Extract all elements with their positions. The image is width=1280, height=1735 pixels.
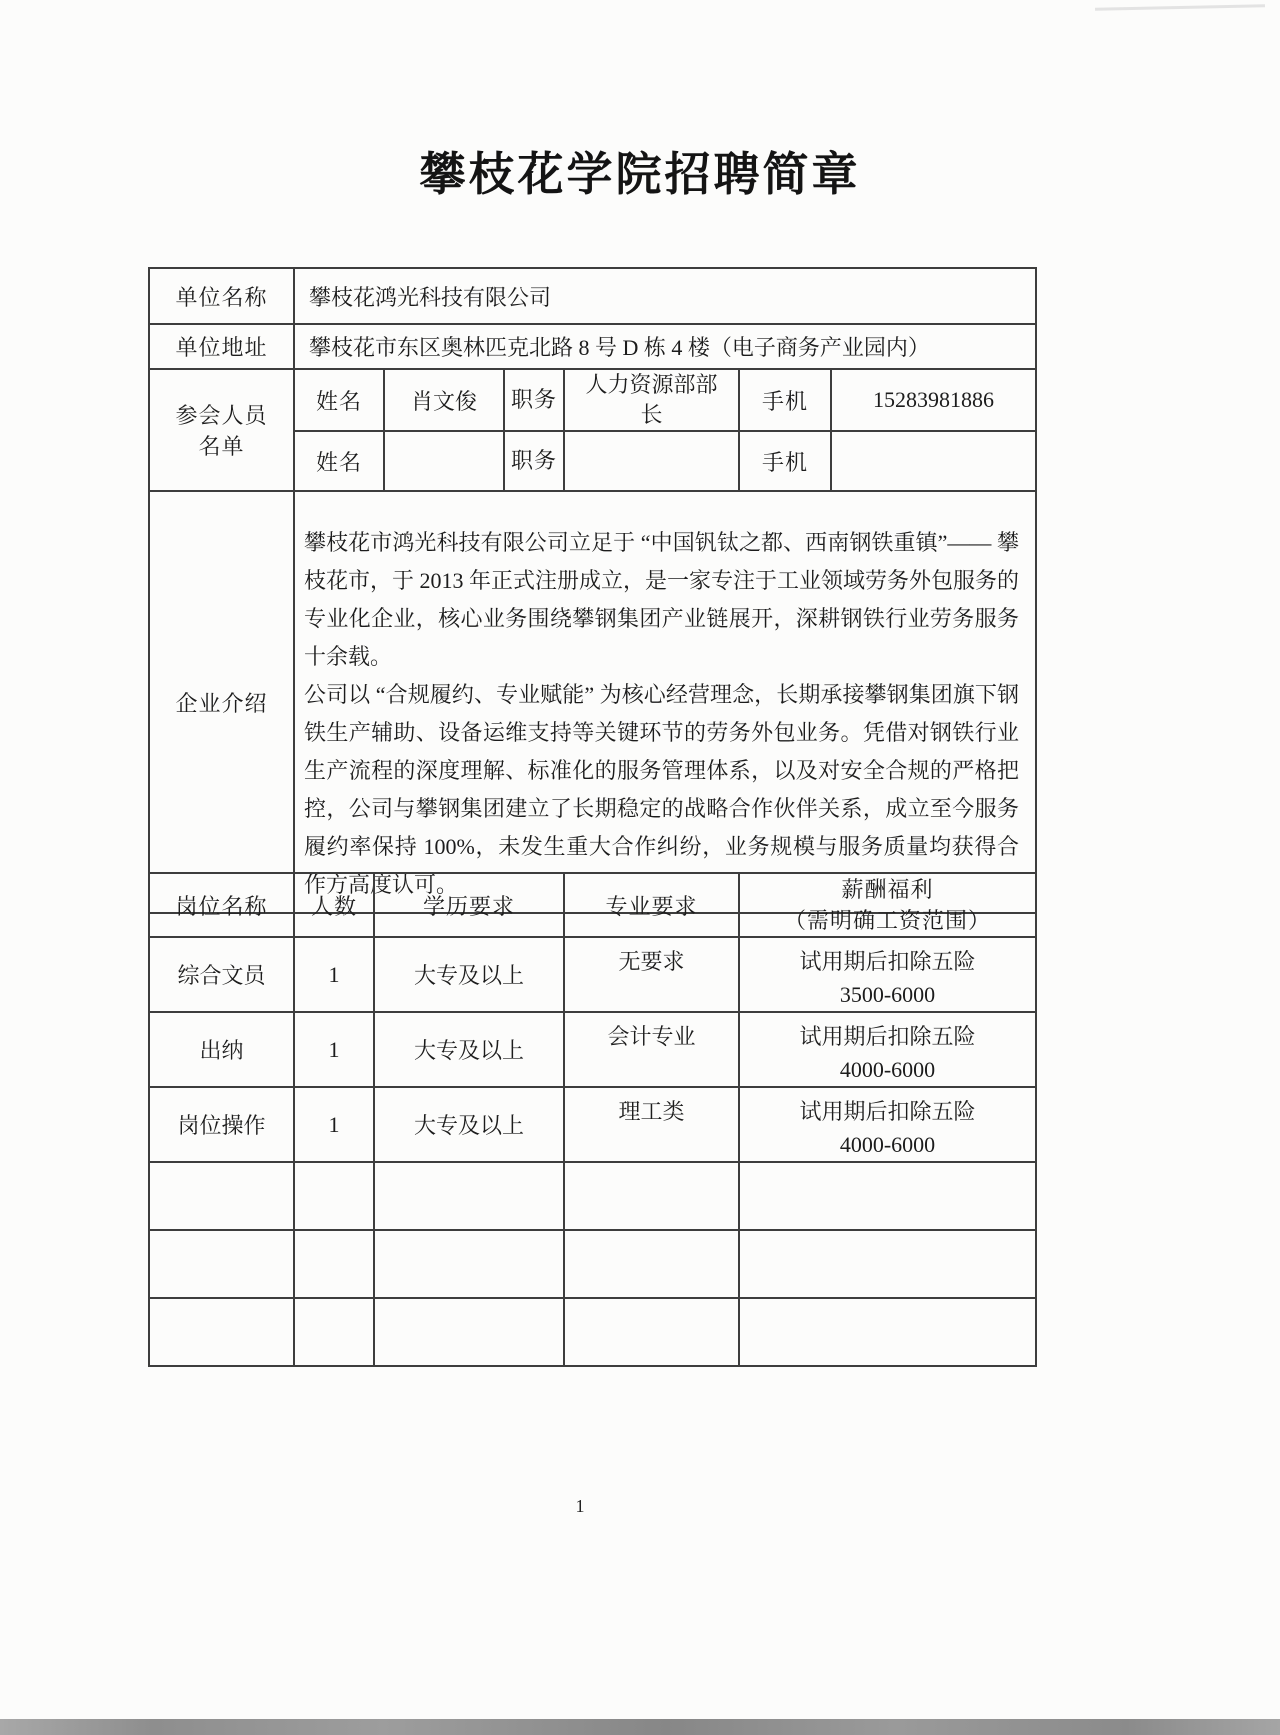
company-intro-label: 企业介绍 — [149, 491, 294, 913]
job-count — [294, 1230, 374, 1298]
page-number: 1 — [575, 1496, 585, 1516]
job-salary-line1: 试用期后扣除五险 — [799, 1099, 976, 1124]
job-count — [294, 1298, 374, 1366]
company-intro-paragraph-1: 攀枝花市鸿光科技有限公司立足于 “中国钒钛之都、西南钢铁重镇”—— 攀枝花市，于 2013 年正式注册成立，是一家专注于工业领域劳务外包服务的专业化企业，核心业务围绕攀钢集团产业链展开，深耕钢铁行业劳务服务十余载。 — [304, 530, 1020, 669]
job-education — [374, 1230, 564, 1298]
job-salary — [739, 937, 1036, 1012]
table-row — [149, 1012, 1036, 1087]
job-salary-line2: 3500-6000 — [839, 982, 936, 1007]
table-row — [149, 268, 1036, 324]
job-count: 1 — [294, 1087, 374, 1162]
phone-label: 手机 — [739, 369, 831, 431]
participant-duty-text: 人力资源部部长 — [585, 372, 718, 427]
job-count: 1 — [294, 1012, 374, 1087]
unit-address-label: 单位地址 — [149, 324, 294, 369]
scan-edge — [0, 1719, 1280, 1735]
job-education — [374, 1298, 564, 1366]
job-major: 理工类 — [564, 1087, 739, 1162]
job-major — [564, 1162, 739, 1230]
header-count: 人数 — [294, 873, 374, 937]
header-position: 岗位名称 — [149, 873, 294, 937]
jobs-table — [148, 872, 1037, 1367]
duty-label: 职务 — [504, 431, 564, 491]
table-row — [149, 1087, 1036, 1162]
job-position: 出纳 — [149, 1012, 294, 1087]
name-label: 姓名 — [294, 369, 384, 431]
table-row-empty — [149, 1230, 1036, 1298]
job-major: 会计专业 — [564, 1012, 739, 1087]
participants-label-line2: 名单 — [198, 434, 245, 459]
job-salary-line1: 试用期后扣除五险 — [799, 949, 976, 974]
job-position: 综合文员 — [149, 937, 294, 1012]
header-salary — [739, 873, 1036, 937]
job-education — [374, 1162, 564, 1230]
company-intro-text — [294, 491, 1036, 913]
job-count — [294, 1162, 374, 1230]
name-label: 姓名 — [294, 431, 384, 491]
duty-label: 职务 — [504, 369, 564, 431]
header-major: 专业要求 — [564, 873, 739, 937]
page-title: 攀枝花学院招聘简章 — [419, 149, 861, 200]
job-position: 岗位操作 — [149, 1087, 294, 1162]
job-education: 大专及以上 — [374, 937, 564, 1012]
job-position — [149, 1298, 294, 1366]
participant-phone-value — [831, 431, 1036, 491]
participant-duty-value — [564, 431, 739, 491]
job-major: 无要求 — [564, 937, 739, 1012]
job-salary — [739, 1230, 1036, 1298]
job-salary-line1: 试用期后扣除五险 — [799, 1024, 976, 1049]
job-salary — [739, 1162, 1036, 1230]
header-salary-line2: （需明确工资范围） — [783, 908, 991, 933]
table-row — [149, 324, 1036, 369]
job-salary-line2: 4000-6000 — [839, 1132, 936, 1157]
job-education: 大专及以上 — [374, 1012, 564, 1087]
job-position — [149, 1162, 294, 1230]
job-salary — [739, 1012, 1036, 1087]
participant-duty-value — [564, 369, 739, 431]
header-education: 学历要求 — [374, 873, 564, 937]
job-salary — [739, 1087, 1036, 1162]
participant-phone-value: 15283981886 — [831, 369, 1036, 431]
table-row-empty — [149, 1162, 1036, 1230]
table-row — [149, 491, 1036, 913]
job-education: 大专及以上 — [374, 1087, 564, 1162]
company-intro-paragraph-2: 公司以 “合规履约、专业赋能” 为核心经营理念，长期承接攀钢集团旗下钢铁生产辅助、设备运维支持等关键环节的劳务外包业务。凭借对钢铁行业生产流程的深度理解、标准化的服务管理体系，以及对安全合规的严格把控，公司与攀钢集团建立了长期稳定的战略合作伙伴关系，成立至今服务履约率保持 100%，未发生重大合作纠纷，业务规模与服务质量均获得合作方高度认可。 — [304, 682, 1020, 897]
participants-label-line1: 参会人员 — [175, 403, 268, 428]
job-major — [564, 1230, 739, 1298]
table-row-empty — [149, 1298, 1036, 1366]
participants-label — [149, 369, 294, 491]
unit-address-value: 攀枝花市东区奥林匹克北路 8 号 D 栋 4 楼（电子商务产业园内） — [294, 324, 1036, 369]
job-major — [564, 1298, 739, 1366]
unit-name-value: 攀枝花鸿光科技有限公司 — [294, 268, 1036, 324]
unit-name-label: 单位名称 — [149, 268, 294, 324]
job-salary — [739, 1298, 1036, 1366]
scan-artifact — [1095, 4, 1265, 11]
table-row — [149, 369, 1036, 431]
job-position — [149, 1230, 294, 1298]
jobs-header-row — [149, 873, 1036, 937]
job-salary-line2: 4000-6000 — [839, 1057, 936, 1082]
participant-name-value — [384, 431, 504, 491]
job-count: 1 — [294, 937, 374, 1012]
participant-name-value: 肖文俊 — [384, 369, 504, 431]
company-info-table — [148, 267, 1037, 914]
header-salary-line1: 薪酬福利 — [841, 877, 934, 902]
table-row — [149, 937, 1036, 1012]
phone-label: 手机 — [739, 431, 831, 491]
